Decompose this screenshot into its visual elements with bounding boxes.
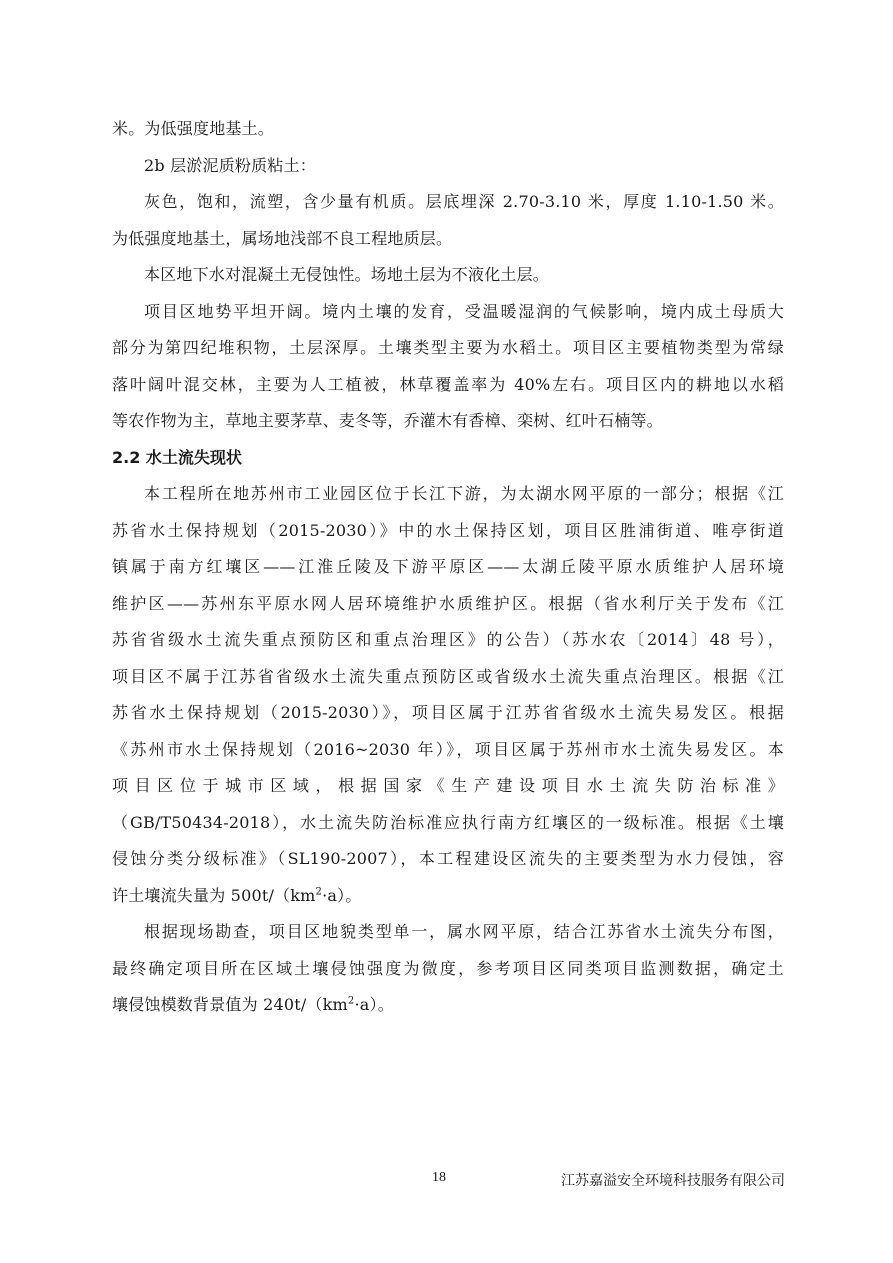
text-line: 侵蚀分类分级标准》（SL190-2007），本工程建设区流失的主要类型为水力侵蚀，容 [112, 849, 784, 868]
text-line: 本区地下水对混凝土无侵蚀性。场地土层为不液化土层。 [144, 265, 550, 284]
text-line: 本工程所在地苏州市工业园区位于长江下游，为太湖水网平原的一部分；根据《江 [144, 484, 784, 503]
text-line: 米。为低强度地基土。 [112, 119, 275, 138]
text-line [112, 878, 784, 915]
text-line: 苏省水土保持规划（2015-2030）》，项目区属于江苏省省级水土流失易发区。根据 [112, 703, 784, 722]
text-line: （GB/T50434-2018），水土流失防治标准应执行南方红壤区的一级标准。根据《土壤 [112, 812, 784, 832]
text-line: 落叶阔叶混交林，主要为人工植被，林草覆盖率为 40%左右。项目区内的耕地以水稻 [112, 374, 784, 394]
text-line: 灰色，饱和，流塑，含少量有机质。层底埋深 2.70-3.10 米，厚度 1.10-1.50 米。 [144, 192, 784, 211]
section-heading: 2.2 水土流失现状 [112, 447, 242, 467]
text-line: 等农作物为主，草地主要茅草、麦冬等，乔灌木有香樟、栾树、红叶石楠等。 [112, 411, 663, 430]
text-fragment: 许土壤流失量为 500t/（km [112, 885, 316, 905]
soil-layer-subtitle: 2b 层淤泥质粉质粘土： [144, 155, 316, 175]
text-line: 维护区——苏州东平原水网人居环境维护水质维护区。根据（省水利厅关于发布《江 [112, 593, 784, 613]
text-fragment: ·a）。 [322, 885, 362, 905]
text-line: 项目区地势平坦开阔。境内土壤的发育，受温暖湿润的气候影响，境内成土母质大 [144, 301, 784, 321]
page-footer [0, 1170, 893, 1194]
text-line: 镇属于南方红壤区——江淮丘陵及下游平原区——太湖丘陵平原水质维护人居环境 [112, 557, 784, 576]
text-line: 根据现场勘查，项目区地貌类型单一，属水网平原，结合江苏省水土流失分布图， [144, 922, 784, 941]
text-line: 为低强度地基土，属场地浅部不良工程地质层。 [112, 228, 453, 248]
text-fragment: ·a）。 [354, 995, 394, 1014]
document-page [112, 111, 784, 1024]
text-line: 最终确定项目所在区域土壤侵蚀强度为微度，参考项目区同类项目监测数据，确定土 [112, 958, 784, 978]
text-line: 苏省省级水土流失重点预防区和重点治理区》的公告）（苏水农〔2014〕48 号）， [112, 630, 784, 649]
text-line: 苏省水土保持规划（2015-2030）》中的水土保持区划，项目区胜浦街道、唯亭街道 [112, 520, 784, 540]
superscript: 2 [315, 886, 323, 898]
text-fragment: 壤侵蚀模数背景值为 240t/（km [112, 995, 348, 1014]
page-number: 18 [432, 1170, 446, 1185]
text-line: 项目区不属于江苏省省级水土流失重点预防区或省级水土流失重点治理区。根据《江 [112, 666, 784, 686]
superscript: 2 [347, 995, 355, 1007]
text-line [112, 987, 784, 1024]
company-name: 江苏嘉溢安全环境科技服务有限公司 [561, 1173, 785, 1189]
text-line: 项目区位于城市区域，根据国家《生产建设项目水土流失防治标准》 [112, 776, 784, 795]
text-line: 部分为第四纪堆积物，土层深厚。土壤类型主要为水稻土。项目区主要植物类型为常绿 [112, 338, 784, 357]
text-line: 《苏州市水土保持规划（2016~2030 年）》，项目区属于苏州市水土流失易发区。本 [112, 739, 784, 759]
